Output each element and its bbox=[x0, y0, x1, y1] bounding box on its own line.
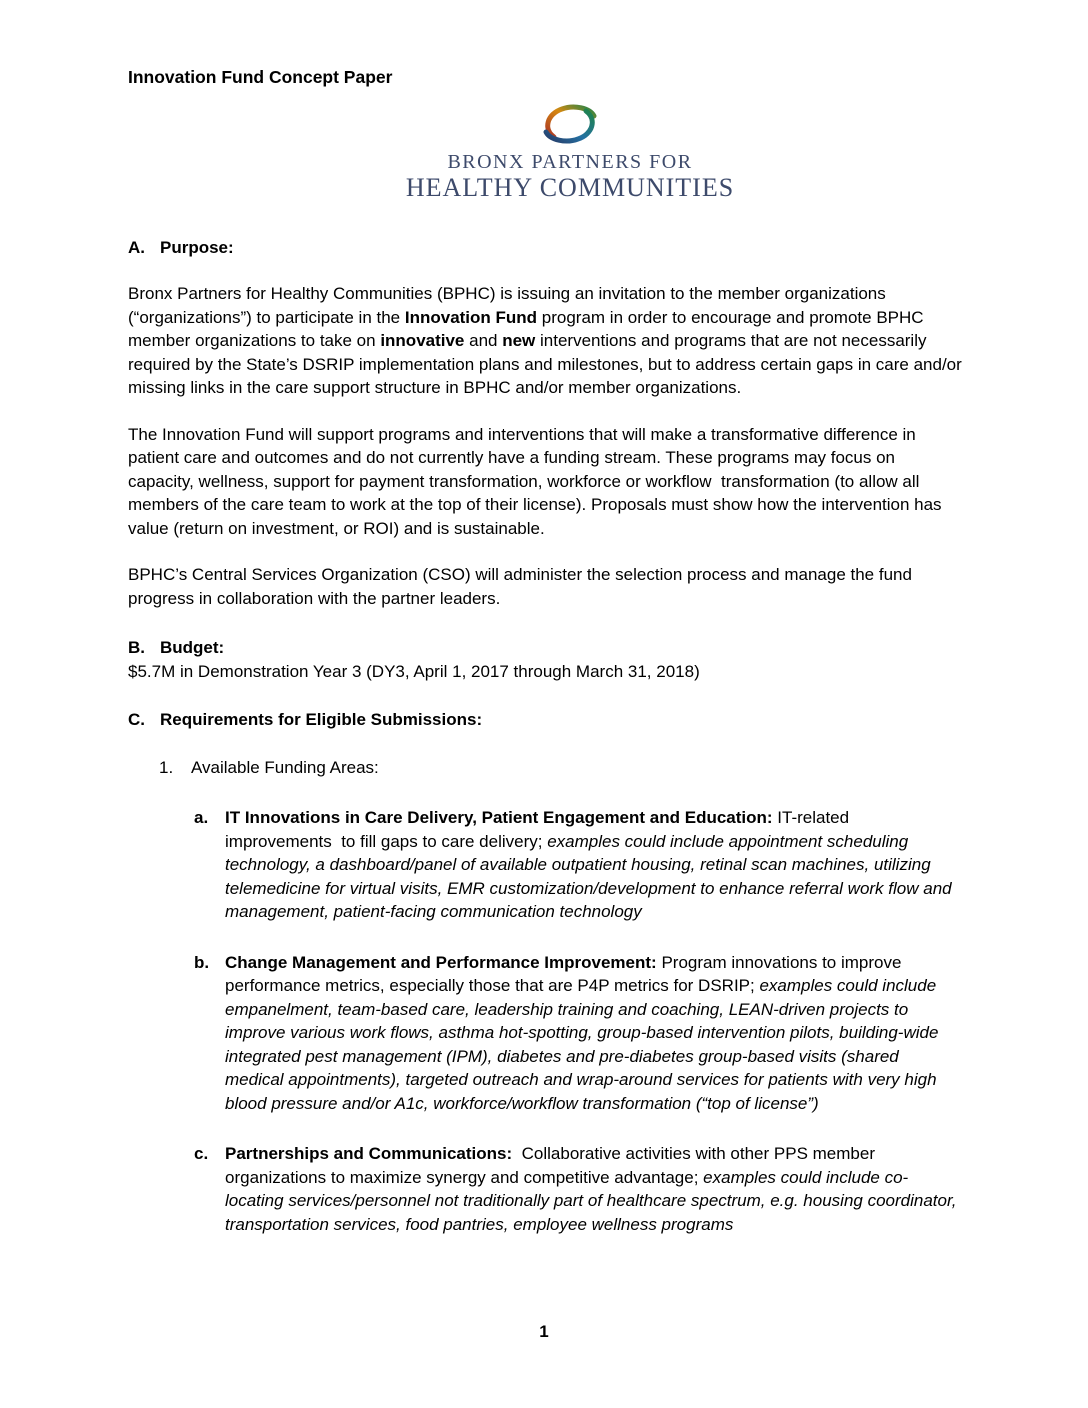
purpose-paragraph-3: BPHC’s Central Services Organization (CSO) will administer the selection process and manage the fund progress in collaboration with the partner leaders. bbox=[128, 565, 912, 608]
funding-area-b-marker: b. bbox=[194, 952, 210, 972]
funding-area-b-text: Change Management and Performance Improvement: Program innovations to improve performance metrics, especially those that are P4P metrics for DSRIP; examples could include empanelment, team-based care, leadership training and coaching, LEAN-driven projects to improve various work flows, asthma hot-spotting, group-based intervention pilots, building-wide integrated pest management (IPM), diabetes and pre-diabetes group-based visits (shared medical appointments), targeted outreach and wrap-around services for patients with very high blood pressure and/or A1c, workforce/workflow transformation (“top of license”) bbox=[225, 952, 939, 1113]
numbered-item-text: Available Funding Areas: bbox=[191, 757, 379, 777]
logo-swirl-icon bbox=[539, 100, 601, 148]
funding-area-item-c bbox=[194, 1142, 962, 1236]
section-a-title: Purpose: bbox=[160, 237, 234, 257]
logo-org-name-line1: BRONX PARTNERS FOR bbox=[447, 150, 693, 173]
section-b-title: Budget: bbox=[160, 638, 225, 657]
numbered-item-available-funding-areas bbox=[159, 756, 962, 780]
numbered-item-marker: 1. bbox=[159, 757, 174, 777]
section-c-heading bbox=[128, 708, 962, 732]
funding-area-c-text: Partnerships and Communications: Collaborative activities with other PPS member organizations to maximize synergy and competitive advantage; examples could include co-locating services/personnel not traditionally part of healthcare spectrum, e.g. housing coordinator, transportation services, food pantries, employee wellness programs bbox=[225, 1144, 957, 1234]
funding-area-a-marker: a. bbox=[194, 808, 209, 827]
section-a-heading bbox=[128, 236, 962, 260]
logo-org-name-line2: HEALTHY COMMUNITIES bbox=[405, 172, 735, 202]
document-title: Innovation Fund Concept Paper bbox=[128, 67, 393, 87]
funding-area-item-b bbox=[194, 951, 962, 1116]
purpose-paragraph-2: The Innovation Fund will support programs and interventions that will make a transformative difference in patient care and outcomes and do not currently have a funding stream. These programs may focus on capacity, wellness, support for payment transformation, workforce or workflow transformation (to allow all members of the care team to work at the top of their license). Proposals must show how the intervention has value (return on investment, or ROI) and is sustainable. bbox=[128, 424, 942, 538]
section-a-label: A. bbox=[128, 237, 145, 257]
page-number: 1 bbox=[539, 1322, 549, 1341]
section-c-label: C. bbox=[128, 710, 145, 729]
purpose-paragraph-1: Bronx Partners for Healthy Communities (BPHC) is issuing an invitation to the member organizations (“organizations”) to participate in the Innovation Fund program in order to encourage and promote BPHC member organizations to take on innovative and new interventions and programs that are not necessarily required by the State’s DSRIP implementation plans and milestones, but to address certain gaps in care and/or missing links in the care support structure in BPHC and/or member organizations. bbox=[128, 284, 962, 397]
org-logo bbox=[153, 100, 987, 202]
section-b-label: B. bbox=[128, 638, 145, 657]
funding-area-c-marker: c. bbox=[194, 1144, 209, 1163]
funding-area-a-text: IT Innovations in Care Delivery, Patient Engagement and Education: IT-related improvements to fill gaps to care delivery; examples could include appointment scheduling technology, a dashboard/panel of available outpatient housing, retinal scan machines, utilizing telemedicine for virtual visits, EMR customization/development to enhance referral work flow and management, patient-facing communication technology bbox=[225, 808, 952, 921]
funding-area-item-a bbox=[194, 806, 962, 924]
section-c-title: Requirements for Eligible Submissions: bbox=[160, 710, 483, 729]
section-b-heading bbox=[128, 636, 962, 660]
budget-amount-line: $5.7M in Demonstration Year 3 (DY3, April 1, 2017 through March 31, 2018) bbox=[128, 661, 700, 681]
